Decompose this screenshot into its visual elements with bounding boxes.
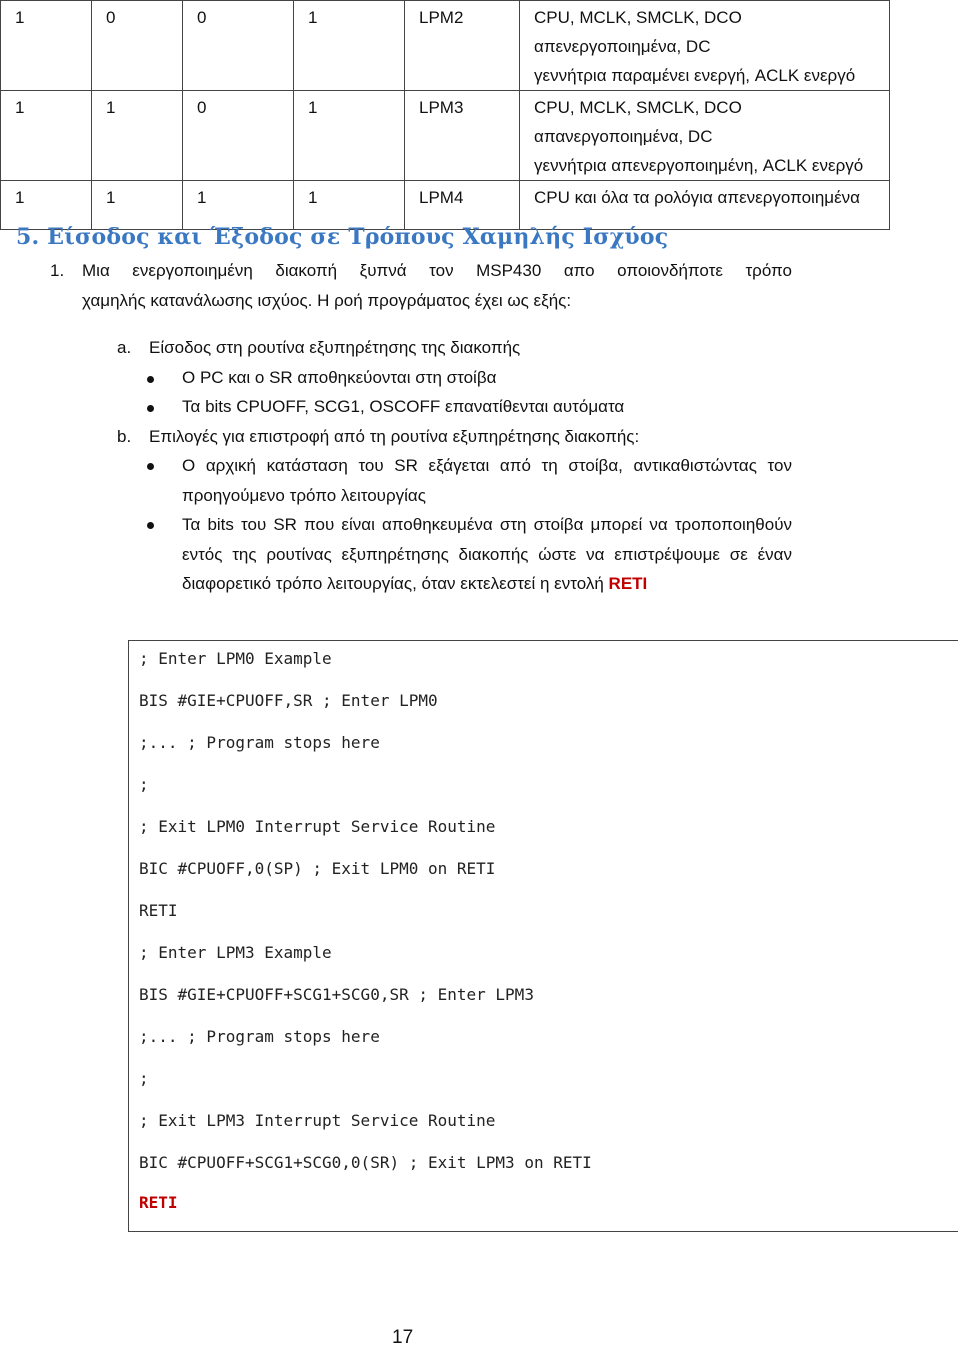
bullet-text: Τα bits CPUOFF, SCG1, OSCOFF επανατίθενται αυτόματα <box>182 397 625 416</box>
bullet-icon <box>147 522 154 529</box>
table-cell: 0 <box>183 91 294 181</box>
table-cell: 1 <box>1 181 92 230</box>
code-line: ;... ; Program stops here <box>139 1027 380 1046</box>
bullet-icon <box>147 376 154 383</box>
table-cell: 1 <box>294 91 405 181</box>
section-heading: 5. Είσοδος και Έξοδος σε Τρόπους Χαμηλής Ισχύος <box>16 224 669 250</box>
table-cell-mode: LPM3 <box>405 91 520 181</box>
code-line: BIC #CPUOFF,0(SP) ; Exit LPM0 on RETI <box>139 859 496 878</box>
table-cell: 0 <box>183 1 294 91</box>
code-line: ; Exit LPM0 Interrupt Service Routine <box>139 817 496 836</box>
table-cell: 1 <box>294 1 405 91</box>
table-cell-description: CPU, MCLK, SMCLK, DCO απενεργοποιημένα, DC γεννήτρια παραμένει ενεργή, ACLK ενεργό <box>520 1 890 91</box>
sub-item-text: Επιλογές για επιστροφή από τη ρουτίνα εξυπηρέτησης διακοπής: <box>149 427 640 446</box>
code-line: RETI <box>139 901 178 920</box>
code-line: ;... ; Program stops here <box>139 733 380 752</box>
table-cell-mode: LPM4 <box>405 181 520 230</box>
table-cell: 1 <box>92 91 183 181</box>
item-text-line: χαμηλής κατανάλωσης ισχύος. Η ροή προγράματος έχει ως εξής: <box>82 291 572 310</box>
table-cell: 0 <box>92 1 183 91</box>
page-number: 17 <box>392 1327 414 1348</box>
bullet-icon <box>147 405 154 412</box>
code-line: ; <box>139 775 149 794</box>
bullet-text: Ο PC και ο SR αποθηκεύονται στη στοίβα <box>182 368 497 387</box>
table-cell: 1 <box>1 1 92 91</box>
table-row <box>1 181 890 230</box>
table-row <box>1 1 890 91</box>
table-cell-mode: LPM2 <box>405 1 520 91</box>
code-block <box>128 640 958 1232</box>
code-line: BIS #GIE+CPUOFF+SCG1+SCG0,SR ; Enter LPM3 <box>139 985 534 1004</box>
reti-keyword: RETI <box>608 574 648 593</box>
item-number: 1. <box>50 261 65 280</box>
low-power-modes-table <box>0 0 890 230</box>
code-line: ; Exit LPM3 Interrupt Service Routine <box>139 1111 496 1130</box>
table-cell: 1 <box>294 181 405 230</box>
bullet-text: Ο αρχική κατάσταση του SR εξάγεται από τη στοίβα, αντικαθιστώντας τον προηγούμενο τρόπο λειτουργίας <box>182 456 792 505</box>
code-line: BIS #GIE+CPUOFF,SR ; Enter LPM0 <box>139 691 438 710</box>
table-cell-description: CPU και όλα τα ρολόγια απενεργοποιημένα <box>520 181 890 230</box>
item-text-line: Μια ενεργοποιημένη διακοπή ξυπνά τον MSP430 απο οποιονδήποτε τρόπο <box>82 261 792 280</box>
sub-item-text: Είσοδος στη ρουτίνα εξυπηρέτησης της διακοπής <box>149 338 521 357</box>
numbered-item <box>50 256 792 316</box>
bullet-text <box>182 510 792 599</box>
table-row <box>1 91 890 181</box>
sub-item-letter: b. <box>117 427 132 446</box>
table-cell: 1 <box>1 91 92 181</box>
bullet-icon <box>147 463 154 470</box>
code-line-reti: RETI <box>139 1193 178 1212</box>
table-cell-description: CPU, MCLK, SMCLK, DCO απανεργοποιημένα, DC γεννήτρια απενεργοποιημένη, ACLK ενεργό <box>520 91 890 181</box>
bullet-text-body: Τα bits του SR που είναι αποθηκευμένα στη στοίβα μπορεί να τροποποιηθούν εντός της ρουτίνας εξυπηρέτησης διακοπής ώστε να επιστρέψουμε σε έναν διαφορετικό τρόπο λειτουργίας, όταν εκτελεστεί η εντολή <box>182 515 792 593</box>
code-line: ; <box>139 1069 149 1088</box>
code-line: ; Enter LPM3 Example <box>139 943 332 962</box>
table-cell: 1 <box>92 181 183 230</box>
code-line: ; Enter LPM0 Example <box>139 649 332 668</box>
table-cell: 1 <box>183 181 294 230</box>
sub-item-letter: a. <box>117 338 132 357</box>
code-line: BIC #CPUOFF+SCG1+SCG0,0(SR) ; Exit LPM3 on RETI <box>139 1153 592 1172</box>
